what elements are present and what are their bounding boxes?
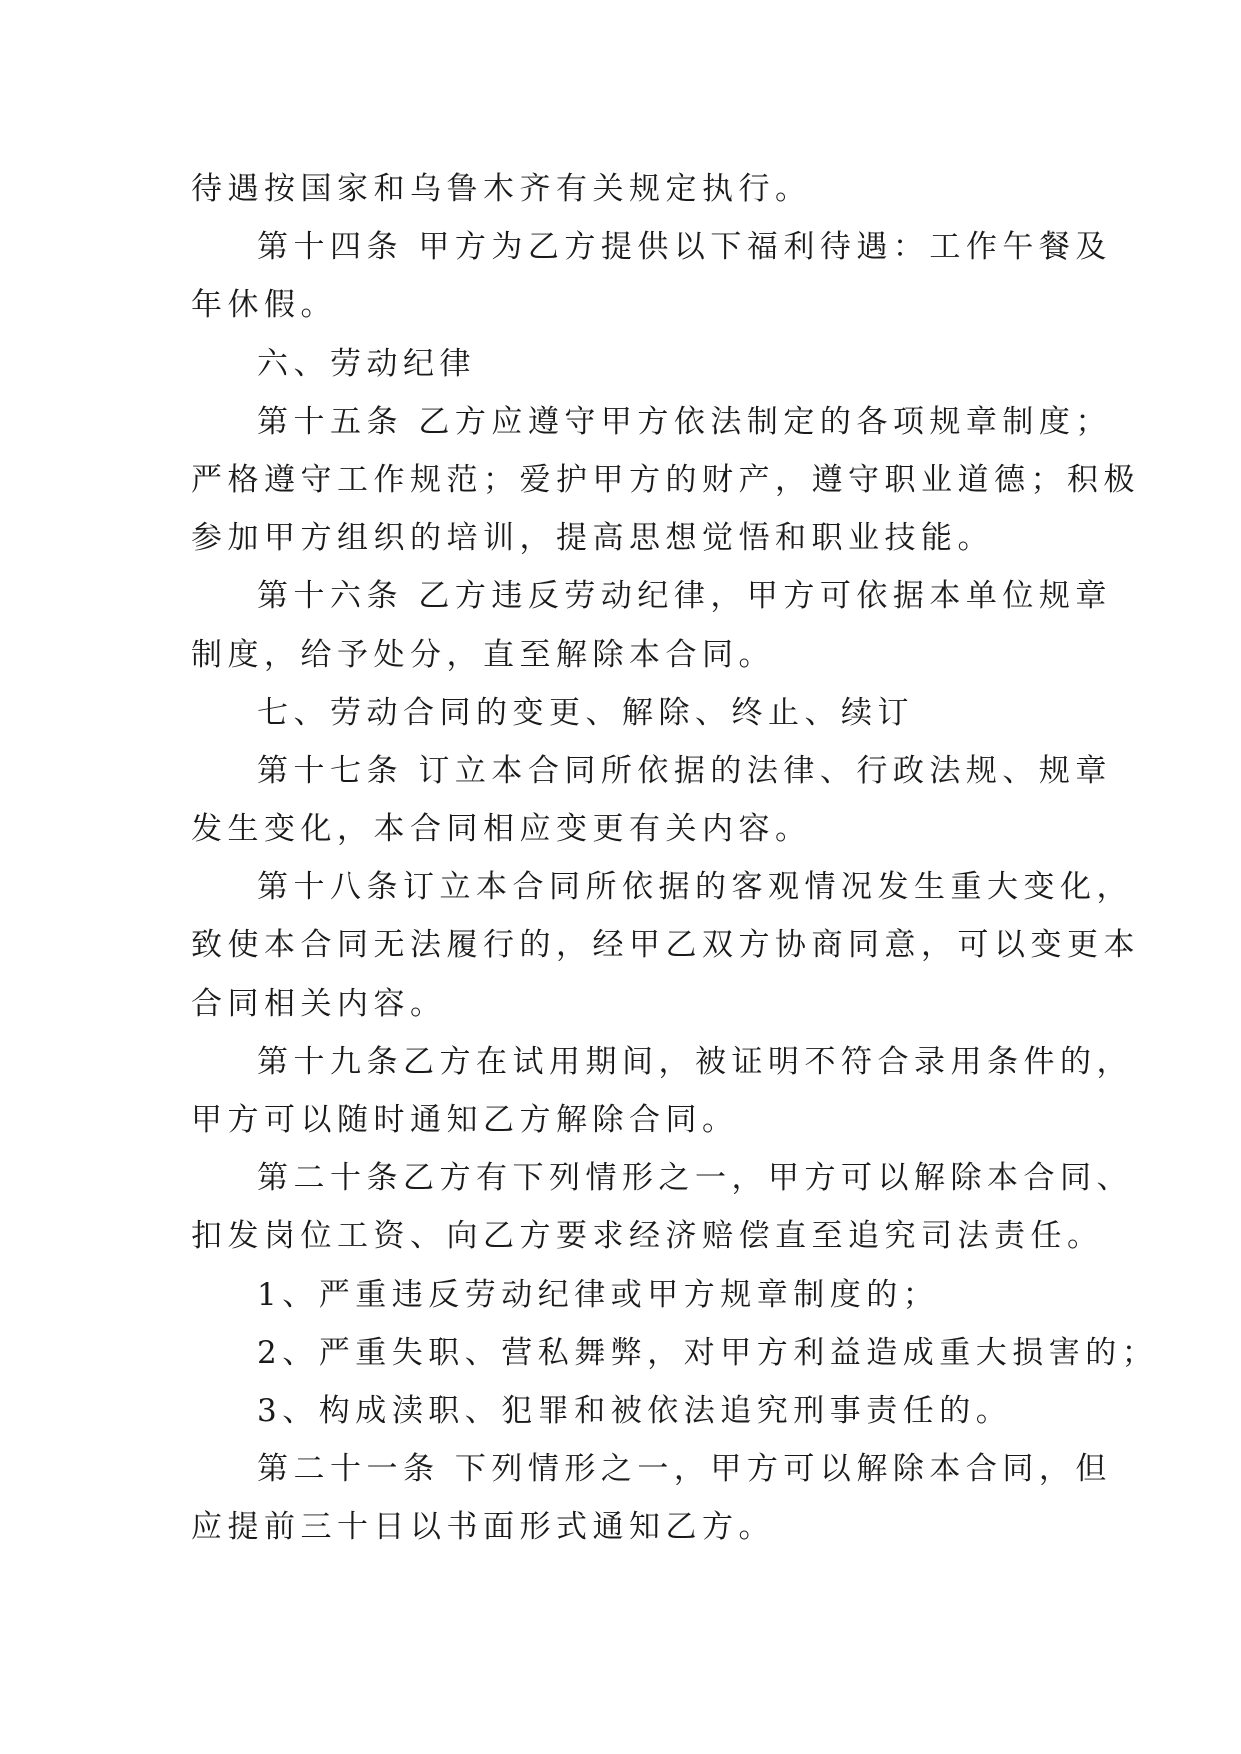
text-line: 致使本合同无法履行的，经甲乙双方协商同意，可以变更本 xyxy=(191,927,1140,964)
text-line: 第二十条乙方有下列情形之一，甲方可以解除本合同、 xyxy=(257,1160,1133,1197)
text-line: 第十五条 乙方应遵守甲方依法制定的各项规章制度； xyxy=(257,403,1112,440)
text-line: 年休假。 xyxy=(191,287,337,324)
text-line: 第十四条 甲方为乙方提供以下福利待遇：工作午餐及 xyxy=(257,229,1112,266)
document-body xyxy=(191,160,1159,1557)
text-line: 待遇按国家和乌鲁木齐有关规定执行。 xyxy=(191,171,812,207)
text-line: 第十九条乙方在试用期间，被证明不符合录用条件的， xyxy=(257,1043,1133,1080)
text-line: 第二十一条 下列情形之一，甲方可以解除本合同，但 xyxy=(257,1451,1112,1488)
text-line: 甲方可以随时通知乙方解除合同。 xyxy=(191,1102,739,1138)
section-heading: 七、劳动合同的变更、解除、终止、续订 xyxy=(257,694,914,731)
text-line: 第十六条 乙方违反劳动纪律，甲方可依据本单位规章 xyxy=(257,578,1112,615)
text-line: 严格遵守工作规范；爱护甲方的财产，遵守职业道德；积极 xyxy=(191,461,1140,498)
list-item: 1、严重违反劳动纪律或甲方规章制度的； xyxy=(257,1276,940,1313)
text-line: 应提前三十日以书面形式通知乙方。 xyxy=(191,1509,775,1546)
section-heading: 六、劳动纪律 xyxy=(257,345,476,382)
text-line: 合同相关内容。 xyxy=(191,985,447,1022)
text-line: 发生变化，本合同相应变更有关内容。 xyxy=(191,811,812,848)
list-item: 2、严重失职、营私舞弊，对甲方利益造成重大损害的； xyxy=(257,1334,1159,1371)
text-line: 第十八条订立本合同所依据的客观情况发生重大变化， xyxy=(257,869,1133,906)
text-line: 参加甲方组织的培训，提高思想觉悟和职业技能。 xyxy=(191,520,994,557)
list-item: 3、构成渎职、犯罪和被依法追究刑事责任的。 xyxy=(257,1392,1013,1429)
text-line: 扣发岗位工资、向乙方要求经济赔偿直至追究司法责任。 xyxy=(191,1218,1104,1255)
text-line: 第十七条 订立本合同所依据的法律、行政法规、规章 xyxy=(257,752,1112,789)
text-line: 制度，给予处分，直至解除本合同。 xyxy=(191,636,775,673)
